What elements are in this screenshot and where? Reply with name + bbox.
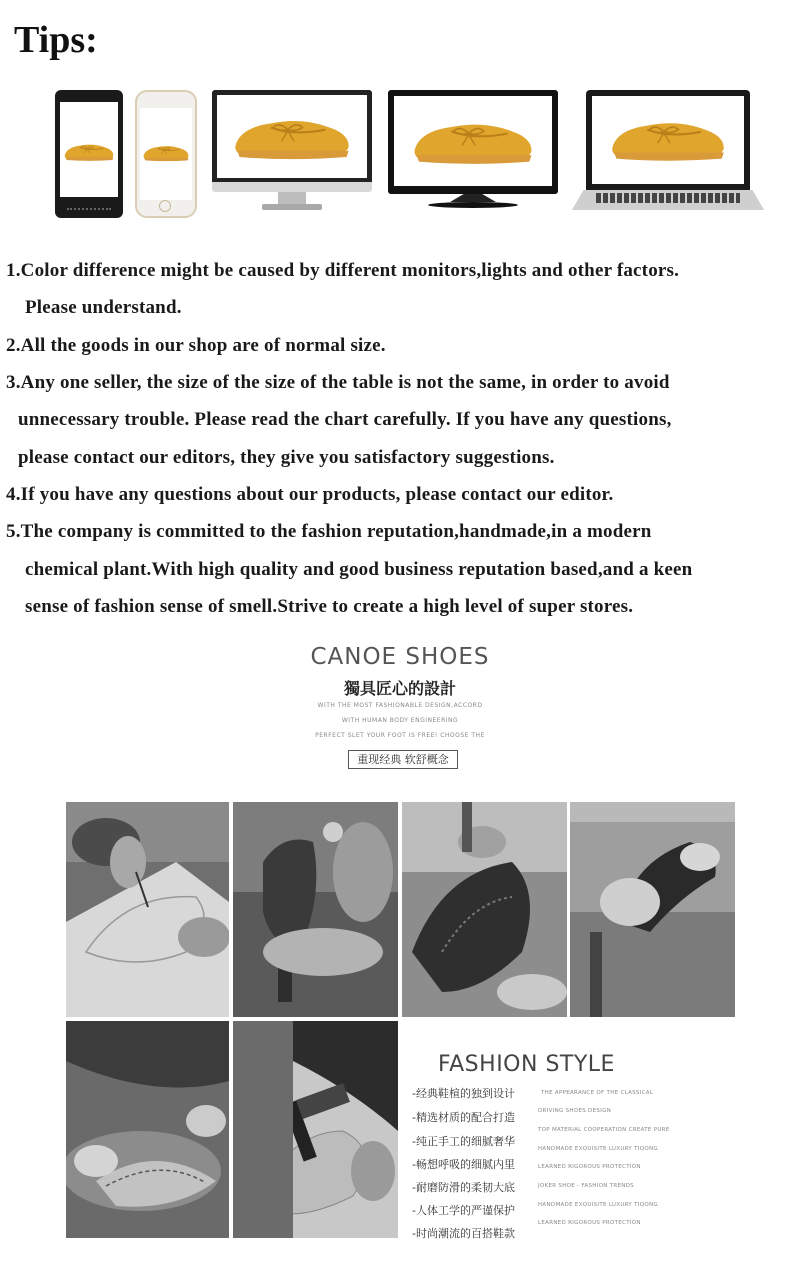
feature-en: DRIVING SHOES DESIGN [538, 1108, 612, 1114]
feature-en: HANDMADE EXQUISITE LUXURY TIQONG [538, 1146, 658, 1152]
shoe-image [606, 106, 730, 170]
feature-cn: -纯正手工的细腻奢华 [412, 1135, 515, 1148]
feature-cn: -精选材质的配合打造 [412, 1111, 515, 1124]
tip-line: Please understand. [25, 297, 182, 318]
canoe-title: CANOE SHOES [310, 644, 490, 670]
tip-line: 3.Any one seller, the size of the size of the table is not the same, in order to avoid [6, 372, 670, 393]
black-monitor-icon [388, 90, 558, 218]
tip-line: 1.Color difference might be caused by different monitors,lights and other factors. [6, 260, 680, 281]
feature-en: THE APPEARANCE OF THE CLASSICAL [541, 1090, 654, 1096]
canoe-tagline: WITH HUMAN BODY ENGINEERING [341, 717, 459, 724]
home-button-icon [159, 200, 171, 212]
lacing-photo [66, 1021, 229, 1238]
shoe-image [141, 138, 191, 166]
black-phone-icon [55, 90, 123, 218]
feature-en: TOP MATERIAL COOPERATION CREATE PURE [538, 1127, 670, 1133]
feature-cn: -时尚潮流的百搭鞋款 [412, 1227, 515, 1240]
fashion-style-title: FASHION STYLE [438, 1052, 615, 1077]
phone-screen [60, 102, 118, 197]
keyboard-icon [596, 193, 740, 203]
tip-line: 4.If you have any questions about our products, please contact our editor. [6, 484, 614, 505]
feature-en: HANDMADE EXQUISITE LUXURY TIQONG [538, 1202, 658, 1208]
laptop-screen [592, 96, 744, 184]
feature-cn: -耐磨防滑的柔韧大底 [412, 1181, 515, 1194]
tips-title: Tips: [14, 19, 98, 61]
silver-monitor-icon [212, 90, 372, 218]
canoe-subtitle: 獨具匠心的設計 [343, 679, 456, 698]
feature-cn: -畅想呼吸的细腻内里 [412, 1158, 515, 1171]
tip-line: sense of fashion sense of smell.Strive to create a high level of super stores. [25, 596, 634, 617]
phone-screen [140, 108, 192, 200]
feature-en: LEARNED RIGOROUS PROTECTION [538, 1220, 641, 1226]
monitor-screen [394, 96, 552, 186]
pattern-drawing-photo [66, 802, 229, 1017]
canoe-boxed-label: 重现经典 软舒概念 [348, 750, 458, 769]
tip-line: 5.The company is committed to the fashion reputation,handmade,in a modern [6, 521, 652, 542]
shoe-image [62, 136, 116, 166]
laptop-icon [572, 90, 764, 218]
feature-cn: -经典鞋楦的独到设计 [412, 1087, 515, 1100]
shoe-image [229, 103, 355, 169]
phone-nav-bar [67, 208, 111, 212]
canoe-tagline: WITH THE MOST FASHIONABLE DESIGN,ACCORD [317, 702, 483, 709]
tip-line: chemical plant.With high quality and good business reputation based,and a keen [25, 559, 693, 580]
tip-line: please contact our editors, they give you satisfactory suggestions. [18, 447, 555, 468]
feature-en: JOKER SHOE - FASHION TRENDS [538, 1183, 634, 1189]
shoe-last-photo [233, 802, 398, 1017]
feature-cn: -人体工学的严谨保护 [412, 1204, 515, 1217]
white-phone-icon [135, 90, 197, 218]
finished-shoe-photo [570, 802, 735, 1017]
shoe-image [408, 106, 538, 174]
stitching-photo [402, 802, 567, 1017]
monitor-screen [217, 95, 367, 178]
tip-line: unnecessary trouble. Please read the chart carefully. If you have any questions, [18, 409, 672, 430]
hammer-photo [233, 1021, 398, 1238]
canoe-tagline: PERFECT SLET YOUR FOOT IS FREE! CHOOSE THE [315, 732, 485, 739]
feature-en: LEARNED RIGOROUS PROTECTION [538, 1164, 641, 1170]
tip-line: 2.All the goods in our shop are of normal size. [6, 335, 386, 356]
